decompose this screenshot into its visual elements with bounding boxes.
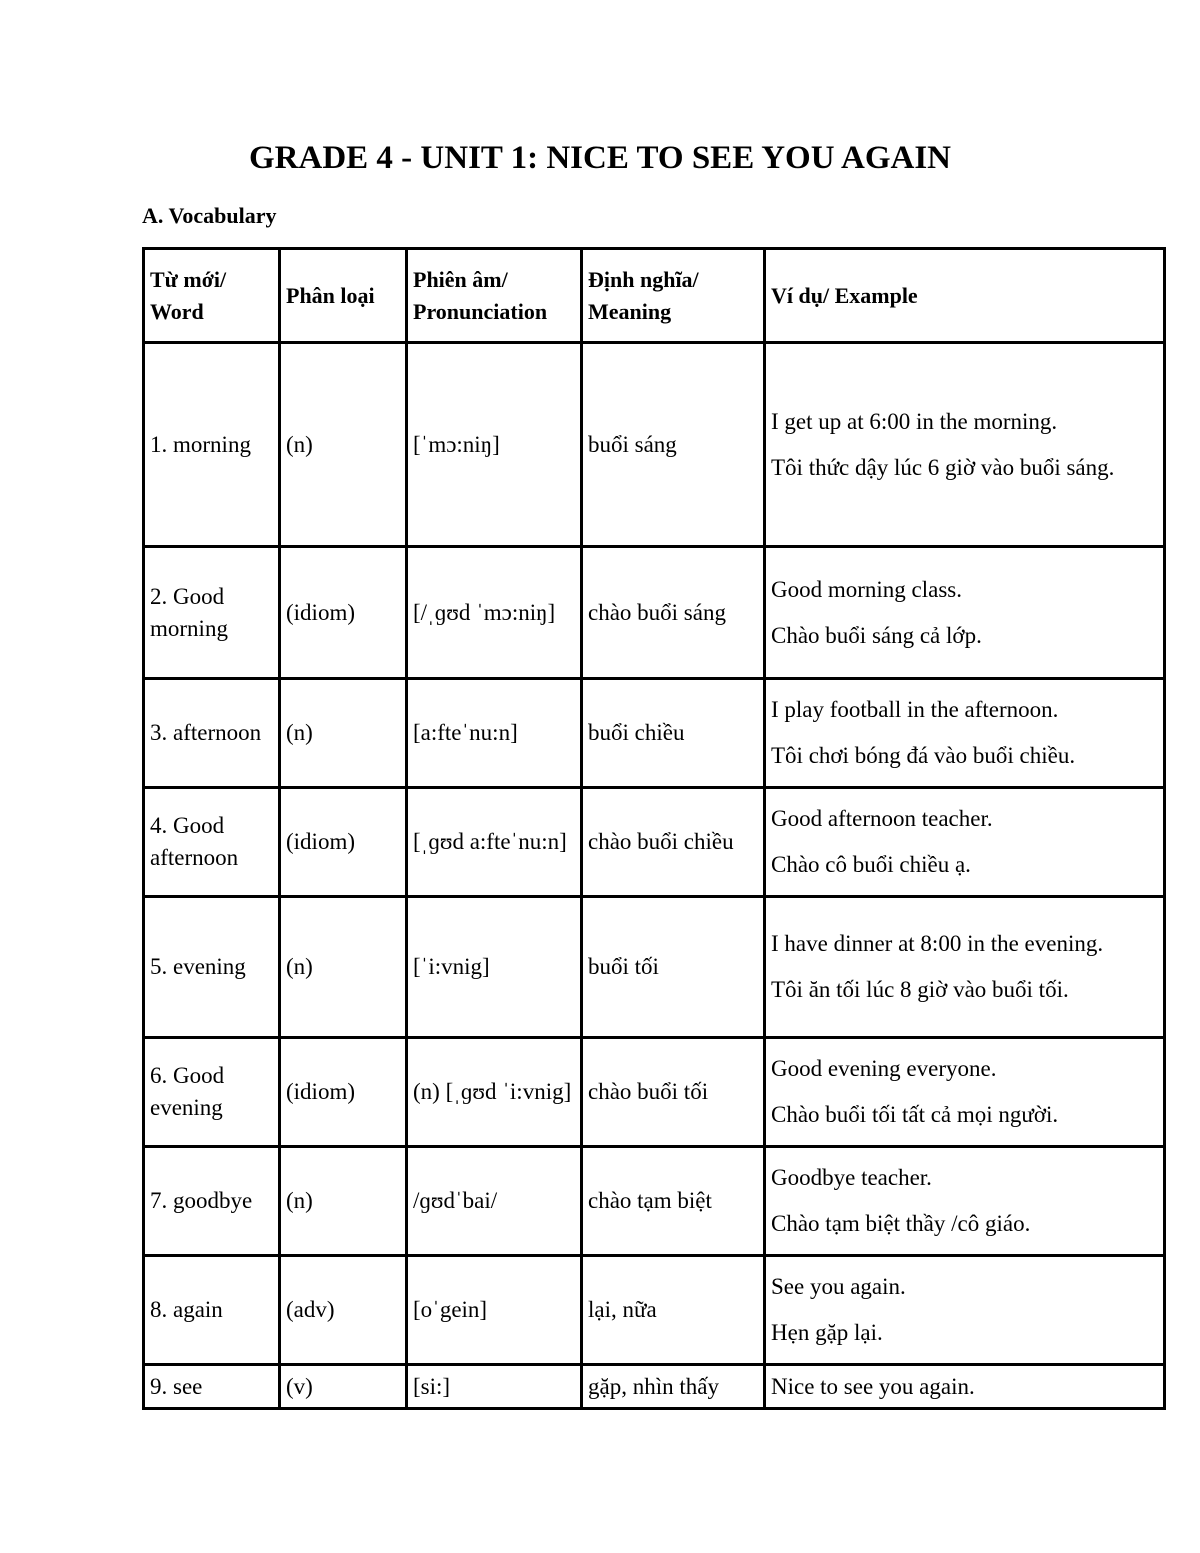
- cell-word: 2. Good morning: [144, 547, 280, 679]
- header-word: Từ mới/ Word: [144, 249, 280, 343]
- cell-meaning: buổi tối: [582, 897, 765, 1038]
- example-english: Goodbye teacher.: [771, 1165, 932, 1190]
- table-body: [144, 343, 1165, 1409]
- cell-type: (adv): [280, 1256, 407, 1365]
- page-title: GRADE 4 - UNIT 1: NICE TO SEE YOU AGAIN: [249, 140, 951, 176]
- cell-type: (idiom): [280, 788, 407, 897]
- cell-example: [765, 897, 1165, 1038]
- cell-meaning: lại, nữa: [582, 1256, 765, 1365]
- cell-meaning: gặp, nhìn thấy: [582, 1365, 765, 1409]
- section-heading: A. Vocabulary: [142, 203, 277, 228]
- cell-pronunciation: (n) [ˌɡʊd ˈi:vnig]: [407, 1038, 582, 1147]
- cell-word: 6. Good evening: [144, 1038, 280, 1147]
- cell-pronunciation: [oˈgein]: [407, 1256, 582, 1365]
- example-english: I have dinner at 8:00 in the evening.: [771, 931, 1104, 956]
- cell-word: 3. afternoon: [144, 679, 280, 788]
- table-row: [144, 679, 1165, 788]
- cell-example: [765, 679, 1165, 788]
- cell-example: [765, 1256, 1165, 1365]
- cell-pronunciation: [si:]: [407, 1365, 582, 1409]
- example-vietnamese: Tôi chơi bóng đá vào buổi chiều.: [771, 743, 1076, 768]
- cell-type: (n): [280, 897, 407, 1038]
- header-meaning: Định nghĩa/ Meaning: [582, 249, 765, 343]
- example-vietnamese: Chào buổi tối tất cả mọi người.: [771, 1102, 1059, 1127]
- cell-word: 5. evening: [144, 897, 280, 1038]
- example-vietnamese: Hẹn gặp lại.: [771, 1320, 883, 1345]
- cell-word: 4. Good afternoon: [144, 788, 280, 897]
- table-row: [144, 1365, 1165, 1409]
- example-english: Good evening everyone.: [771, 1056, 997, 1081]
- cell-meaning: chào buổi chiều: [582, 788, 765, 897]
- table-row: [144, 547, 1165, 679]
- example-vietnamese: Tôi thức dậy lúc 6 giờ vào buổi sáng.: [771, 454, 1115, 480]
- cell-example: [765, 343, 1165, 547]
- cell-example: [765, 1147, 1165, 1256]
- example-english: See you again.: [771, 1274, 906, 1299]
- cell-word: 8. again: [144, 1256, 280, 1365]
- cell-pronunciation: [ˈi:vnig]: [407, 897, 582, 1038]
- cell-pronunciation: /ɡʊdˈbai/: [407, 1147, 582, 1256]
- example-vietnamese: Chào buổi sáng cả lớp.: [771, 622, 982, 648]
- cell-type: (n): [280, 343, 407, 547]
- example-english: Good afternoon teacher.: [771, 806, 993, 831]
- header-type: Phân loại: [280, 249, 407, 343]
- cell-example: [765, 1038, 1165, 1147]
- header-pronunciation: Phiên âm/ Pronunciation: [407, 249, 582, 343]
- cell-pronunciation: [a:fteˈnu:n]: [407, 679, 582, 788]
- table-row: [144, 343, 1165, 547]
- table-row: [144, 897, 1165, 1038]
- cell-word: 1. morning: [144, 343, 280, 547]
- example-vietnamese: Chào cô buổi chiều ạ.: [771, 852, 971, 877]
- cell-pronunciation: [ˌɡʊd a:fteˈnu:n]: [407, 788, 582, 897]
- cell-word: 9. see: [144, 1365, 280, 1409]
- cell-example: [765, 788, 1165, 897]
- cell-example: [765, 547, 1165, 679]
- cell-type: (idiom): [280, 1038, 407, 1147]
- cell-word: 7. goodbye: [144, 1147, 280, 1256]
- table-row: [144, 1147, 1165, 1256]
- cell-meaning: chào buổi tối: [582, 1038, 765, 1147]
- cell-pronunciation: [ˈmɔ:niŋ]: [407, 343, 582, 547]
- cell-meaning: buổi sáng: [582, 343, 765, 547]
- cell-example: [765, 1365, 1165, 1409]
- example-english: I play football in the afternoon.: [771, 697, 1059, 722]
- example-english: Good morning class.: [771, 576, 963, 602]
- cell-meaning: chào buổi sáng: [582, 547, 765, 679]
- cell-type: (n): [280, 1147, 407, 1256]
- table-row: [144, 1256, 1165, 1365]
- vocabulary-table: [142, 247, 1166, 1410]
- cell-pronunciation: [/ˌɡʊd ˈmɔ:niŋ]: [407, 547, 582, 679]
- table-row: [144, 1038, 1165, 1147]
- table-header-row: [144, 249, 1165, 343]
- example-vietnamese: Tôi ăn tối lúc 8 giờ vào buổi tối.: [771, 977, 1069, 1002]
- cell-type: (v): [280, 1365, 407, 1409]
- cell-meaning: chào tạm biệt: [582, 1147, 765, 1256]
- header-example: Ví dụ/ Example: [765, 249, 1165, 343]
- example-english: I get up at 6:00 in the morning.: [771, 408, 1058, 434]
- example-english: Nice to see you again.: [771, 1373, 975, 1399]
- cell-type: (idiom): [280, 547, 407, 679]
- example-vietnamese: Chào tạm biệt thầy /cô giáo.: [771, 1211, 1031, 1236]
- cell-type: (n): [280, 679, 407, 788]
- cell-meaning: buổi chiều: [582, 679, 765, 788]
- table-row: [144, 788, 1165, 897]
